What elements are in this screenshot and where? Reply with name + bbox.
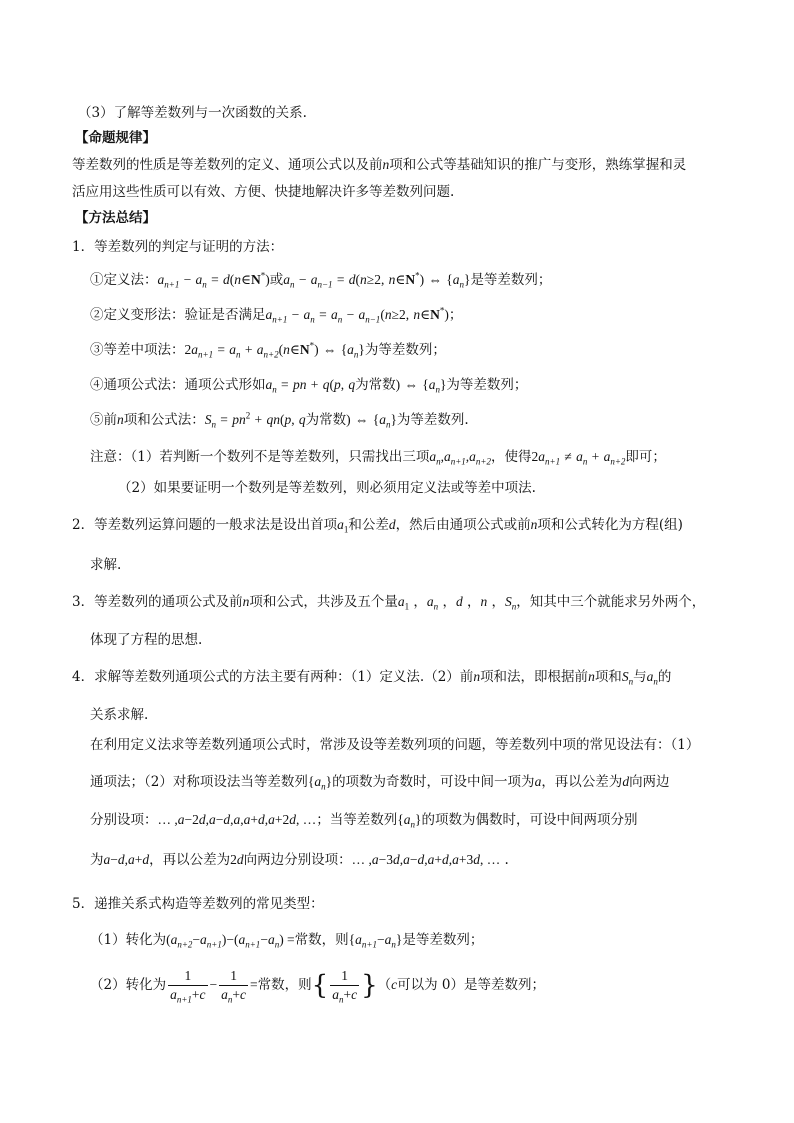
section-heading-method: 【方法总结】 bbox=[75, 210, 156, 226]
item-5-type-1: （1）转化为$(a_{n+2}-a_{n+1})-(a_{n+1}-a_n)$ =常数，则$\{a_{n+1}-a_n\}$是等差数列； bbox=[90, 932, 484, 950]
item-2: 2．等差数列运算问题的一般求法是设出首项$a_1$和公差d，然后由通项公式或前n项和公式转化为方程(组) bbox=[72, 517, 683, 535]
fraction-1: $\frac{1}{a_{n+1}+c}$ bbox=[170, 968, 206, 1005]
item-4-setup-line-4: 为a−d,a+d，再以公差为2d向两边分别设项：… ,a−3d,a−d,a+d,a+3d, … . bbox=[90, 852, 509, 868]
item-2-cont: 求解. bbox=[90, 557, 122, 573]
note-1: 注意：（1）若判断一个数列不是等差数列，只需找出三项$a_n,a_{n+1},a_{n+2}$，使得$2a_{n+1} \ne a_n + a_{n+2}$即可； bbox=[90, 449, 666, 467]
rule-line-1: 等差数列的性质是等差数列的定义、通项公式以及前n项和公式等基础知识的推广与变形，熟练掌握和灵 bbox=[72, 157, 687, 173]
item-4-setup-line-3: 分别设项：… ,a−2d,a−d,a,a+d,a+2d, …；当等差数列$\{a_n\}$的项数为偶数时，可设中间两项分别 bbox=[90, 812, 638, 830]
criterion-general-term: ④通项公式法：通项公式形如$a_n$ = pn + q(p, q为常数) ⇔ $\{a_n\}$为等差数列； bbox=[90, 377, 528, 395]
item-4: 4．求解等差数列通项公式的方法主要有两种：（1）定义法.（2）前n项和法，即根据前n项和$S_n$与$a_n$的 bbox=[72, 669, 672, 687]
item-5-heading: 5．递推关系式构造等差数列的常见类型： bbox=[72, 896, 324, 912]
item-3: 3．等差数列的通项公式及前n项和公式，共涉及五个量$a_1$ ，$a_n$ ，d ，n ，$S_n$，知其中三个就能求另外两个， bbox=[72, 594, 706, 612]
item-5-type-2: （2）转化为 $\frac{1}{a_{n+1}+c}$ − $\frac{1}{a_n+c}$ =常数，则{ $\frac{1}{a_n+c}$ }（c可以为 0）是等差数列； bbox=[90, 968, 546, 1005]
section-heading-rule: 【命题规律】 bbox=[75, 130, 156, 146]
criterion-sum-formula: ⑤前n项和公式法：$S_n = pn^2 + qn(p$, q为常数) ⇔ $\{a_n\}$为等差数列. bbox=[90, 410, 469, 430]
rule-line-2: 活应用这些性质可以有效、方便、快捷地解决许多等差数列问题. bbox=[72, 184, 455, 200]
criterion-definition: ①定义法：$a_{n+1} - a_n$ = d(n∈N*)或$a_n - a_{n-1} = d(n\ge 2$, n∈N*) ⇔ $\{a_n\}$是等差数列； bbox=[90, 270, 552, 290]
objective-3: （3）了解等差数列与一次函数的关系. bbox=[78, 105, 307, 121]
item-4-setup-line-2: 通项法；（2）对称项设法当等差数列$\{a_n\}$的项数为奇数时，可设中间一项为a，再以公差为d向两边 bbox=[90, 774, 670, 792]
item-3-cont: 体现了方程的思想. bbox=[90, 632, 203, 648]
criterion-definition-variant: ②定义变形法：验证是否满足$a_{n+1} - a_n = a_n - a_{n-1}(n\ge 2$, n∈N*)； bbox=[90, 305, 463, 325]
item-4-cont: 关系求解. bbox=[90, 707, 149, 723]
criterion-middle-term: ③等差中项法：$2a_{n+1} = a_n$ + $a_{n+2}(n\in N^*)$ ⇔ $\{a_n\}$为等差数列； bbox=[90, 340, 446, 360]
note-2: （2）如果要证明一个数列是等差数列，则必须用定义法或等差中项法. bbox=[118, 480, 536, 496]
item-1-heading: 1．等差数列的判定与证明的方法： bbox=[72, 239, 284, 255]
fraction-3: $\frac{1}{a_n+c}$ bbox=[332, 968, 358, 1005]
item-4-setup-line-1: 在利用定义法求等差数列通项公式时，常涉及设等差数列项的问题，等差数列中项的常见设法有：（1） bbox=[90, 737, 700, 753]
fraction-2: $\frac{1}{a_n+c}$ bbox=[221, 968, 247, 1005]
